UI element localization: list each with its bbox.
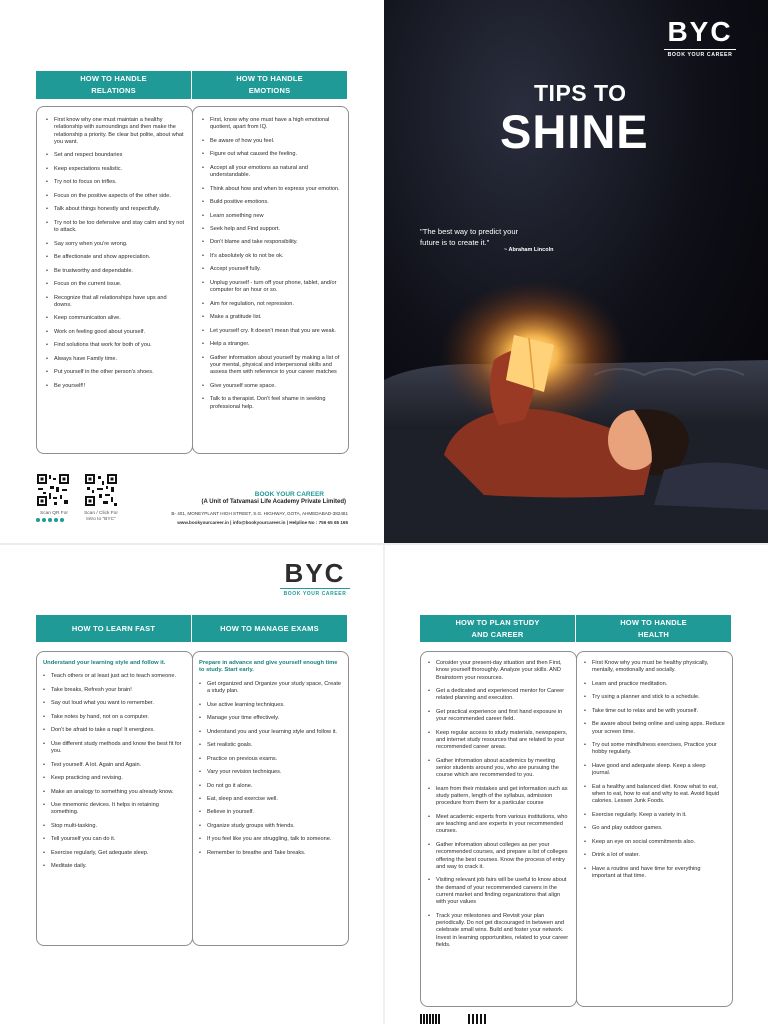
qr-code-icon [84,473,118,507]
learn-lead: Understand your learning style and follow it. [43,660,166,666]
tip-item: • First know why one must maintain a healthy relationship with surroundings and then make the relationship a priority. Be clear but polite, about what you want. [46,117,185,146]
org-unit: (A Unit of Tatvamasi Life Academy Private Limited) [201,499,346,505]
tip-item: • Take breaks, Refresh your brain! [43,687,185,694]
page-study-health [385,545,768,1024]
tip-item: • Do not go it alone. [199,783,341,790]
tip-item: • Be trustworthy and dependable. [46,268,185,275]
emotions-header [192,71,347,99]
tip-item: • Help a stranger. [202,341,341,348]
tip-item: • Build positive emotions. [202,199,341,206]
tip-item: • Talk about things honestly and respectfully. [46,206,185,213]
tip-item: • Unplug yourself - turn off your phone, tablet, and/or computer for an hour or so. [202,280,341,295]
tip-item: • Meet academic experts from various institutions, who are teaching and are experts in your recommended courses. [428,814,569,836]
health-list [584,660,725,880]
tip-item: • Set and respect boundaries [46,152,185,159]
tip-item: • Think about how and when to express your emotion. [202,186,341,193]
tip-item: • Learn and practice meditation. [584,681,725,688]
qr-code-social[interactable] [36,473,70,507]
tip-item: • Go and play outdoor games. [584,825,725,832]
youtube-icon[interactable] [60,518,64,522]
tip-item: • Be aware about being online and using apps. Reduce your screen time. [584,721,725,736]
instagram-icon[interactable] [42,518,46,522]
tip-item: • Consider your present-day situation and then First, know yourself thoroughly. Analyze your skills. AND Brainstorm your resources. [428,660,569,682]
bottom-qr-right[interactable] [468,1014,488,1024]
logo-mark: BYC [667,16,733,47]
tip-item: • Tell yourself you can do it. [43,836,185,843]
tip-item: • Find solutions that work for both of you. [46,342,185,349]
relations-title-line2: RELATIONS [91,86,136,95]
tip-item: • learn from their mistakes and get information such as study pattern, length of the syllabus, admission procedure from them for a particular course [428,786,569,808]
qr2-caption-line2: Intro to "BYC" [86,517,116,522]
emotions-list [202,117,341,411]
tip-item: • Get practical experience and first hand exposure in your recommended career field. [428,709,569,724]
tip-item: • Be yourself!! [46,383,185,390]
exams-list [199,681,341,857]
tip-item: • Practice on previous exams. [199,756,341,763]
health-title-line2: HEALTH [637,629,670,639]
tip-item: • Don't blame and take responsibility. [202,239,341,246]
tip-item: • Accept all your emotions as natural and understandable. [202,165,341,180]
tip-item: • Make an analogy to something you already know. [43,789,185,796]
study-header [420,615,575,642]
exams-title: HOW TO MANAGE EXAMS [220,623,319,633]
quote-author: ~ Abraham Lincoln [504,247,554,253]
tip-item: • Talk to a therapist. Don't feel shame in seeking professional help. [202,396,341,411]
tip-item: • Use different study methods and know the best fit for you. [43,741,185,756]
tip-item: • Gather information about colleges as per your recommended courses, and prepare a list of colleges offering the best courses. Know the process of entry and way to crack it. [428,842,569,871]
qr1-caption: Scan QR For [40,511,68,516]
logo-mark: BYC [284,558,346,588]
tip-item: • Keep an eye on social commitments also. [584,839,725,846]
tip-item: • Have a routine and have time for everything important at that time. [584,866,725,881]
tip-item: • Try using a planner and stick to a schedule. [584,694,725,701]
learn-list [43,673,185,870]
tip-item: • Use mnemonic devices. It helps in retaining something. [43,802,185,817]
tip-item: • First Know why you must be healthy physically, mentally, emotionally and socially. [584,660,725,675]
tip-item: • Organize study groups with friends. [199,823,341,830]
learn-title: HOW TO LEARN FAST [71,623,156,633]
page-relations-emotions [0,0,384,543]
health-box [576,651,733,1007]
tip-item: • Keep communication alive. [46,315,185,322]
tip-item: • Gather information about academics by meeting senior students around you, who are pursuing the course which are recommended to you. [428,758,569,780]
tip-item: • Give yourself some space. [202,383,341,390]
tip-item: • Eat a healthy and balanced diet. Know what to eat, when to eat, how to eat and why to eat. Avoid liquid calories. Lessen Junk Foods. [584,784,725,806]
tip-item: • Take time out to relax and be with yourself. [584,708,725,715]
tip-item: • Keep regular access to study materials, newspapers, and internet study resources that are related to your recommended career areas. [428,730,569,752]
tip-item: • Aim for regulation, not repression. [202,301,341,308]
study-list [428,660,569,949]
tip-item: • Try out some mindfulness exercises, Practice your hobby regularly. [584,742,725,757]
tip-item: • If you feel like you are struggling, talk to someone. [199,836,341,843]
org-name: BOOK YOUR CAREER [254,491,324,498]
tip-item: • Say out loud what you want to remember. [43,700,185,707]
tip-item: • Vary your revision techniques. [199,769,341,776]
study-title-line1: HOW TO PLAN STUDY [455,617,540,627]
qr2-caption [78,511,124,523]
emotions-box [192,106,349,454]
tip-item: • Set realistic goals. [199,742,341,749]
qr2-caption-line1: Scan / Click For [84,511,118,516]
logo-tag: BOOK YOUR CAREER [664,49,736,58]
tip-item: • Learn something new [202,213,341,220]
relations-box [36,106,193,454]
tip-item: • Figure out what caused the feeling. [202,151,341,158]
tip-item: • Recognize that all relationships have ups and downs. [46,295,185,310]
tip-item: • Try not to be too defensive and stay calm and try not to attack. [46,220,185,235]
cover-logo [664,18,736,58]
relations-list [46,117,185,390]
quote-line1: "The best way to predict your [420,227,519,236]
page3-logo [280,560,350,597]
tip-item: • Believe in yourself. [199,809,341,816]
tip-item: • Accept yourself fully. [202,266,341,273]
tip-item: • Be aware of how you feel. [202,138,341,145]
quote-line2: future is to create it." [420,237,490,247]
study-box [420,651,577,1007]
tip-item: • Seek help and Find support. [202,226,341,233]
tip-item: • Understand you and your learning style and follow it. [199,729,341,736]
tip-item: • Test yourself. A lot. Again and Again. [43,762,185,769]
cover-title-big: SHINE [500,105,649,158]
tip-item: • Keep expectations realistic. [46,166,185,173]
tip-item: • Have good and adequate sleep. Keep a sleep journal. [584,763,725,778]
tip-item: • Focus on the current issue. [46,281,185,288]
tip-item: • Meditate daily. [43,863,185,870]
health-header [576,615,731,642]
learn-header [36,615,191,642]
emotions-title-line1: HOW TO HANDLE [236,74,303,83]
exams-lead: Prepare in advance and give yourself enough time to study. Start early. [199,660,338,674]
relations-header [36,71,191,99]
cover-quote [420,227,553,256]
health-title-line1: HOW TO HANDLE [620,617,687,627]
tip-item: • Exercise regularly, Get adequate sleep. [43,850,185,857]
emotions-title-line2: EMOTIONS [248,86,291,95]
cover-title-small: TIPS TO [534,80,627,106]
tip-item: • Make a gratitude list. [202,314,341,321]
exams-header [192,615,347,642]
cover-page [384,0,768,543]
tip-item: • Take notes by hand, not on a computer. [43,714,185,721]
qr-code-intro[interactable] [84,473,118,507]
org-address: B- 401, MONEYPLANT HIGH STREET, S.G. HIGHWAY, GOTA, AHMEDABAD-382481 [171,511,348,516]
tip-item: • Get organized and Organize your study space, Create a study plan. [199,681,341,696]
logo-tag: BOOK YOUR CAREER [280,588,350,597]
tip-item: • Try not to focus on trifles. [46,179,185,186]
page-learn-exams [0,545,383,1024]
qr-code-icon [36,473,70,507]
tip-item: • Be affectionate and show appreciation. [46,254,185,261]
tip-item: • Say sorry when you're wrong. [46,241,185,248]
tip-item: • Let yourself cry. It doesn't mean that you are weak. [202,328,341,335]
learn-box [36,651,193,946]
tip-item: • Don't be afraid to take a nap! It energizes. [43,727,185,734]
tip-item: • Gather information about yourself by making a list of your mental, physical and interpersonal skills and assess them with reference to your career matches [202,355,341,377]
tip-item: • Exercise regularly. Keep a variety in it. [584,812,725,819]
tip-item: • Drink a lot of water. [584,852,725,859]
tip-item: • Remember to breathe and Take breaks. [199,850,341,857]
tip-item: • Track your milestones and Revisit your plan periodically. Do not get discouraged in between and celebrate small wins. Build and foster your network. Invest in learning opportunities, related to your career fields. [428,913,569,949]
exams-box [192,651,349,946]
tip-item: • Visiting relevant job fairs will be useful to know about the demand of your recommended careers in the current market and finding organizations that align with your values [428,877,569,906]
bottom-qr-left[interactable] [420,1014,440,1024]
tip-item: • Stop multi-tasking. [43,823,185,830]
study-title-line2: AND CAREER [471,629,524,639]
facebook-icon[interactable] [36,518,40,522]
tip-item: • Work on feeling good about yourself. [46,329,185,336]
tip-item: • Manage your time effectively. [199,715,341,722]
tip-item: • Use active learning techniques. [199,702,341,709]
tip-item: • First, know why one must have a high emotional quotient, apart from IQ. [202,117,341,132]
linkedin-icon[interactable] [54,518,58,522]
tip-item: • Focus on the positive aspects of the other side. [46,193,185,200]
tip-item: • Keep practicing and revising. [43,775,185,782]
org-contact[interactable]: www.bookyourcareer.in | info@bookyourcareer.in | Helpline No : 756 65 65 165 [177,520,348,525]
tip-item: • Teach others or at least just act to teach someone. [43,673,185,680]
tip-item: • It's absolutely ok to not be ok. [202,253,341,260]
x-icon[interactable] [48,518,52,522]
tip-item: • Get a dedicated and experienced mentor for Career related planning and execution. [428,688,569,703]
tip-item: • Eat, sleep and exercise well. [199,796,341,803]
footer-org [128,491,348,525]
tip-item: • Always have Family time. [46,356,185,363]
relations-title-line1: HOW TO HANDLE [80,74,147,83]
tip-item: • Put yourself in the other person's shoes. [46,369,185,376]
social-icons [36,518,64,522]
